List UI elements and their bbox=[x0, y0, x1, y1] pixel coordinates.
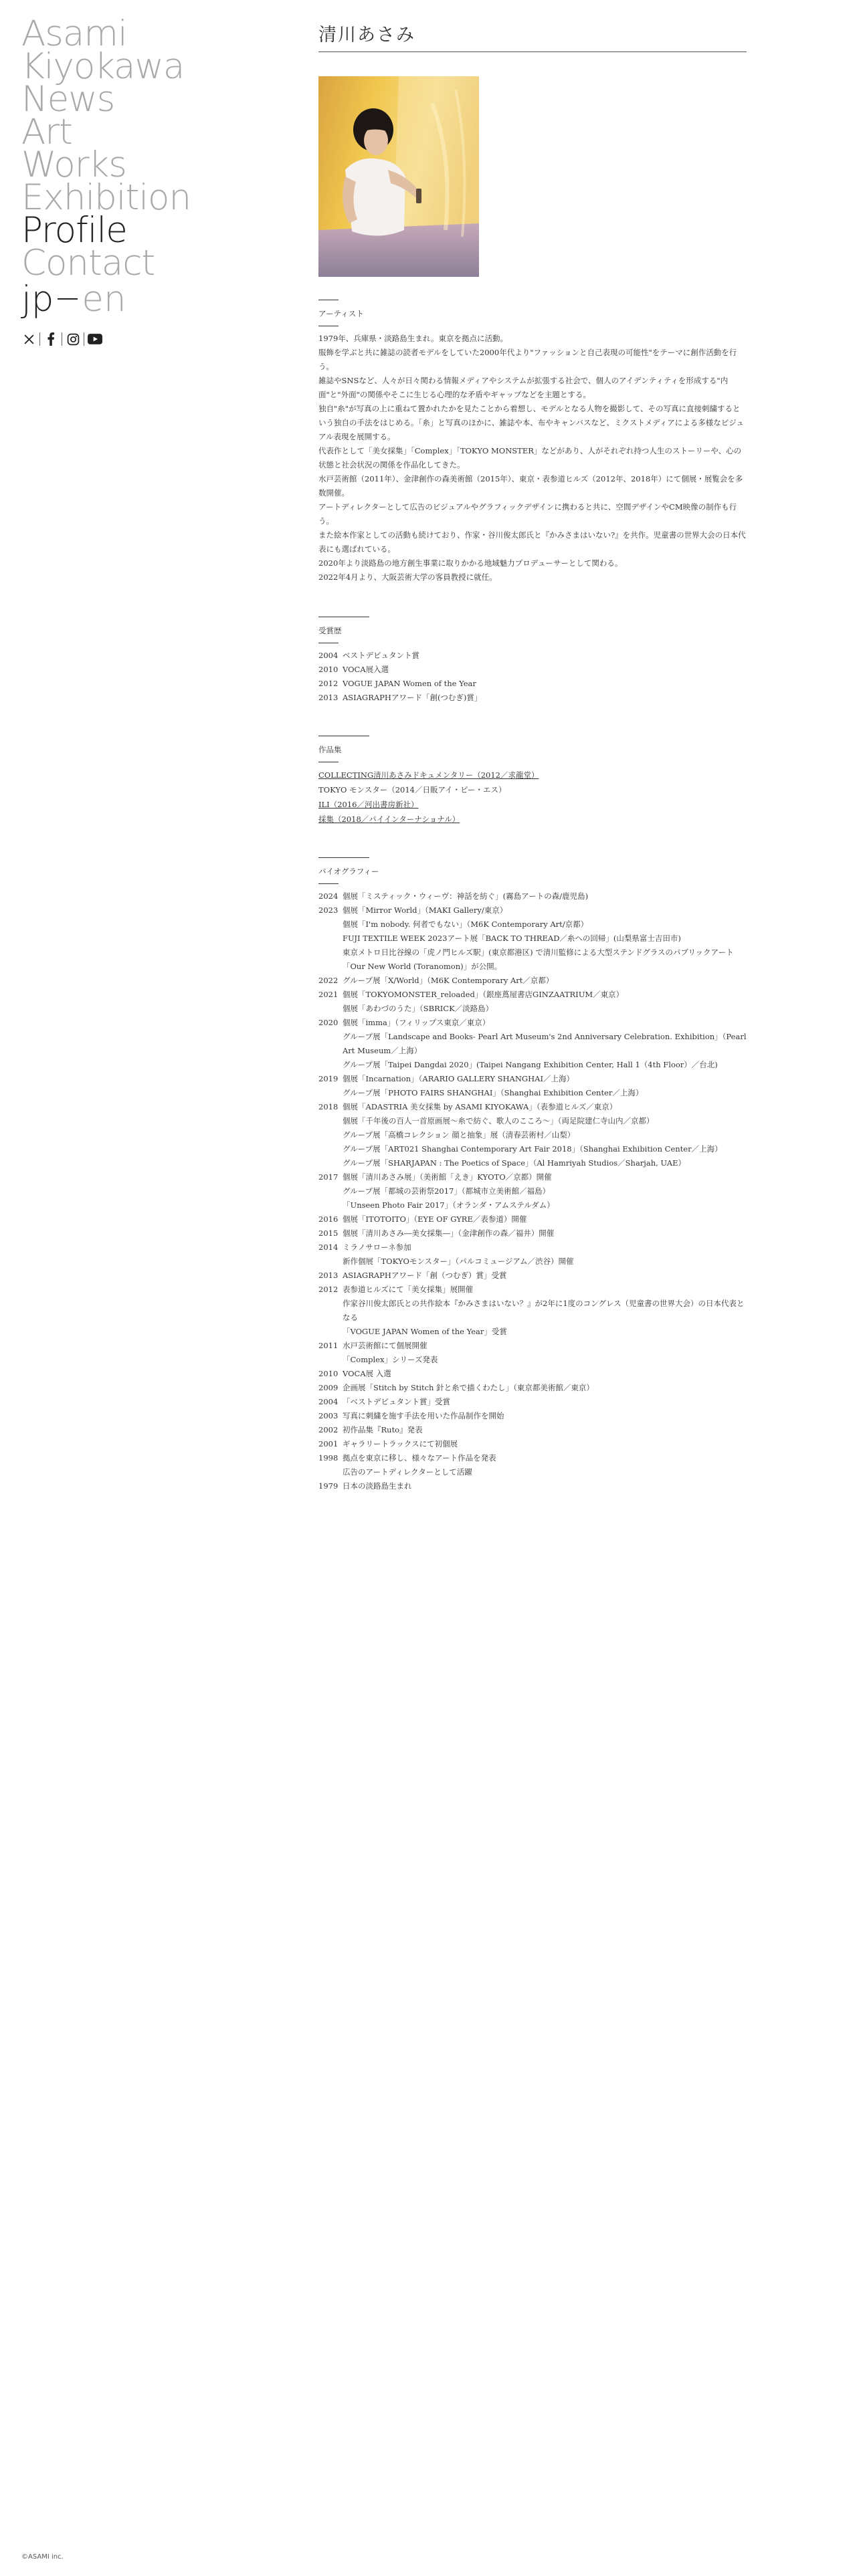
bio-row bbox=[318, 1100, 747, 1114]
bio-event: 個展「ミスティック・ウィーヴ：神話を紡ぐ」(霧島アートの森/鹿児島) bbox=[343, 891, 589, 901]
logo-line-last: Kiyokawa bbox=[21, 46, 185, 87]
bio-event: 個展「清川あさみ―美女採集―」（金津創作の森／福井）開催 bbox=[343, 1228, 555, 1238]
section-rule bbox=[318, 857, 369, 858]
bio-year bbox=[318, 1142, 343, 1156]
bio-row bbox=[318, 1465, 747, 1479]
bio-event: グループ展「Taipei Dangdai 2020」(Taipei Nangang Exhibition Center, Hall 1（4th Floor）／台北) bbox=[343, 1060, 718, 1069]
bio-event: 個展「TOKYOMONSTER_reloaded」（銀座蔦屋書店GINZAATRIUM／東京） bbox=[343, 990, 624, 999]
bio-row bbox=[318, 1086, 747, 1100]
bio-row bbox=[318, 1451, 747, 1465]
bio-event: グループ展「X/World」（M6K Contemporary Art／京都） bbox=[343, 976, 554, 985]
publication-link[interactable]: 採集（2018／パイインターナショナル） bbox=[318, 815, 460, 824]
bio-row bbox=[318, 1184, 747, 1198]
bio-paragraph: 1979年、兵庫県・淡路島生まれ。東京を拠点に活動。 bbox=[318, 334, 508, 343]
facebook-icon[interactable] bbox=[43, 332, 58, 346]
bio-year: 2017 bbox=[318, 1172, 339, 1182]
section-rule bbox=[318, 883, 339, 884]
awards-list bbox=[318, 649, 747, 705]
bio-year bbox=[318, 1128, 343, 1142]
bio-event: 個展「ITOTOITO」（EYE OF GYRE／表参道）開催 bbox=[343, 1214, 527, 1224]
nav-works[interactable]: Works bbox=[21, 144, 126, 185]
bio-year: 2013 bbox=[318, 1271, 339, 1280]
nav-exhibition[interactable]: Exhibition bbox=[21, 177, 191, 218]
bio-row bbox=[318, 1367, 747, 1381]
bio-row bbox=[318, 1030, 747, 1058]
bio-row bbox=[318, 1297, 747, 1325]
bio-year bbox=[318, 918, 343, 932]
bio-row bbox=[318, 1128, 747, 1142]
bio-year bbox=[318, 1058, 343, 1072]
bio-year: 2011 bbox=[318, 1341, 339, 1350]
bio-row bbox=[318, 1255, 747, 1269]
bio-year: 2003 bbox=[318, 1411, 339, 1420]
award-year: 2004 bbox=[318, 651, 339, 660]
bio-year: 1979 bbox=[318, 1481, 339, 1491]
bio-event: グループ展「PHOTO FAIRS SHANGHAI」（Shanghai Exhibition Center／上海） bbox=[343, 1088, 644, 1097]
bio-event: 個展「ADASTRIA 美女採集 by ASAMI KIYOKAWA」（表参道ヒルズ／東京） bbox=[343, 1102, 617, 1111]
bio-year bbox=[318, 1297, 343, 1325]
bio-event: 拠点を東京に移し、様々なアート作品を発表 bbox=[343, 1453, 496, 1463]
award-row bbox=[318, 649, 747, 663]
bio-year bbox=[318, 1198, 343, 1212]
lang-en[interactable]: en bbox=[82, 279, 126, 320]
bio-event: 初作品集『Ruto』発表 bbox=[343, 1425, 423, 1434]
award-year: 2013 bbox=[318, 693, 339, 702]
artist-section bbox=[318, 300, 747, 584]
award-row bbox=[318, 677, 747, 691]
bio-row bbox=[318, 903, 747, 918]
bio-paragraph: 2020年より淡路島の地方創生事業に取りかかる地域魅力プロデューサーとして関わる。 bbox=[318, 558, 623, 568]
award-title: VOGUE JAPAN Women of the Year bbox=[343, 679, 476, 688]
bio-paragraph: 独自"糸"が写真の上に重ねて置かれたかを見たことから着想し、モデルとなる人物を撮影して、その写真に直接刺繍するという独自の手法をはじめる。「糸」と写真のほかに、雑誌や本、布やキャンバスなど、ミクストメディアによる多様なビジュアル表現を展開する。 bbox=[318, 404, 745, 441]
publications-section bbox=[318, 736, 747, 827]
bio-row bbox=[318, 1170, 747, 1184]
award-row bbox=[318, 691, 747, 705]
sidebar bbox=[21, 13, 249, 346]
bio-paragraph: また絵本作家としての活動も続けており、作家・谷川俊太郎氏と『かみさまはいない?』を共作。児童書の世界大会の日本代表にも選ばれている。 bbox=[318, 530, 746, 554]
section-heading-biography: バイオグラフィー bbox=[318, 867, 379, 876]
bio-year: 2020 bbox=[318, 1018, 339, 1027]
site-logo[interactable] bbox=[21, 13, 249, 87]
bio-year: 1998 bbox=[318, 1453, 339, 1463]
bio-year: 2016 bbox=[318, 1214, 339, 1224]
bio-year: 2014 bbox=[318, 1243, 339, 1252]
profile-content bbox=[318, 0, 747, 1493]
bio-row bbox=[318, 1353, 747, 1367]
bio-year bbox=[318, 1184, 343, 1198]
bio-row bbox=[318, 1058, 747, 1072]
bio-event: VOCA展 入選 bbox=[343, 1369, 391, 1378]
bio-year bbox=[318, 932, 343, 946]
bio-row bbox=[318, 1002, 747, 1016]
language-switcher bbox=[21, 279, 249, 320]
bio-year bbox=[318, 1156, 343, 1170]
bio-event: 新作個展「TOKYOモンスター」（パルコミュージアム／渋谷）開催 bbox=[343, 1257, 574, 1266]
social-separator bbox=[39, 332, 40, 346]
bio-event: 日本の淡路島生まれ bbox=[343, 1481, 412, 1491]
bio-year bbox=[318, 1086, 343, 1100]
bio-year bbox=[318, 946, 343, 974]
bio-year bbox=[318, 1002, 343, 1016]
bio-event: グループ展「ART021 Shanghai Contemporary Art Fair 2018」（Shanghai Exhibition Center／上海） bbox=[343, 1144, 723, 1154]
instagram-icon[interactable] bbox=[66, 332, 80, 346]
bio-paragraph: 代表作として「美女採集」「Complex」「TOKYO MONSTER」などがあり、人がそれぞれ持つ人生のストーリーや、心の状態と社会状況の関係を作品化してきた。 bbox=[318, 446, 742, 469]
bio-event: 表参道ヒルズにて「美女採集」展開催 bbox=[343, 1285, 474, 1294]
bio-row bbox=[318, 1269, 747, 1283]
bio-paragraph: 服飾を学ぶと共に雑誌の読者モデルをしていた2000年代より"ファッションと自己表現の可能性"をテーマに創作活動を行う。 bbox=[318, 348, 737, 371]
bio-row bbox=[318, 1437, 747, 1451]
award-title: ASIAGRAPHアワード「創(つむぎ)賞」 bbox=[343, 693, 482, 702]
bio-row bbox=[318, 1072, 747, 1086]
bio-row bbox=[318, 1156, 747, 1170]
bio-row bbox=[318, 1212, 747, 1226]
lang-jp[interactable]: jp bbox=[21, 279, 54, 320]
nav-art[interactable]: Art bbox=[21, 112, 72, 152]
bio-event: 写真に刺繍を施す手法を用いた作品制作を開始 bbox=[343, 1411, 504, 1420]
award-year: 2012 bbox=[318, 679, 339, 688]
biography-list bbox=[318, 889, 747, 1493]
bio-paragraph: 2022年4月より、大阪芸術大学の客員教授に就任。 bbox=[318, 572, 497, 582]
nav-news[interactable]: News bbox=[21, 79, 115, 120]
awards-section bbox=[318, 617, 747, 705]
bio-event: 「ベストデビュタント賞」受賞 bbox=[343, 1397, 450, 1406]
award-title: VOCA展入選 bbox=[343, 665, 389, 674]
bio-row bbox=[318, 946, 747, 974]
bio-row bbox=[318, 1283, 747, 1297]
bio-row bbox=[318, 1016, 747, 1030]
social-links bbox=[21, 332, 249, 346]
bio-row bbox=[318, 1409, 747, 1423]
bio-event: 水戸芸術館にて個展開催 bbox=[343, 1341, 427, 1350]
artist-bio-text bbox=[318, 332, 747, 584]
bio-year: 2018 bbox=[318, 1102, 339, 1111]
bio-event: 個展「Mirror World」（MAKI Gallery/東京） bbox=[343, 905, 508, 915]
nav-contact[interactable]: Contact bbox=[21, 243, 155, 284]
bio-event: 個展「あわづのうた」（SBRICK／淡路島） bbox=[343, 1004, 494, 1013]
bio-row bbox=[318, 1423, 747, 1437]
bio-year: 2022 bbox=[318, 976, 339, 985]
copyright: ©ASAMI inc. bbox=[21, 2553, 64, 2561]
bio-row bbox=[318, 974, 747, 988]
bio-event: 企画展「Stitch by Stitch 針と糸で描くわたし」（東京都美術館／東京） bbox=[343, 1383, 594, 1392]
bio-event: 「Unseen Photo Fair 2017」（オランダ・アムステルダム） bbox=[343, 1200, 555, 1210]
bio-year: 2021 bbox=[318, 990, 339, 999]
bio-year: 2015 bbox=[318, 1228, 339, 1238]
section-heading-artist: アーティスト bbox=[318, 309, 364, 318]
bio-year: 2010 bbox=[318, 1369, 339, 1378]
bio-event: ギャラリートラックスにて初個展 bbox=[343, 1439, 458, 1448]
bio-year: 2024 bbox=[318, 891, 339, 901]
bio-year: 2002 bbox=[318, 1425, 339, 1434]
bio-row bbox=[318, 1198, 747, 1212]
biography-section bbox=[318, 857, 747, 1493]
section-heading-publications: 作品集 bbox=[318, 745, 342, 754]
section-heading-awards: 受賞歴 bbox=[318, 626, 342, 635]
bio-event: 個展「imma」（フィリップス東京／東京） bbox=[343, 1018, 490, 1027]
bio-event: 「Complex」シリーズ発表 bbox=[343, 1355, 438, 1364]
bio-row bbox=[318, 1479, 747, 1493]
award-title: ベストデビュタント賞 bbox=[343, 651, 419, 660]
bio-row bbox=[318, 918, 747, 932]
bio-year bbox=[318, 1030, 343, 1058]
bio-event: グループ展「都城の芸術祭2017」（都城市立美術館／福島） bbox=[343, 1186, 551, 1196]
lang-divider bbox=[58, 298, 78, 300]
page-title: 清川あさみ bbox=[318, 20, 747, 52]
bio-event: 「VOGUE JAPAN Women of the Year」受賞 bbox=[343, 1327, 507, 1336]
bio-row bbox=[318, 889, 747, 903]
bio-event: ミラノサローネ参加 bbox=[343, 1243, 411, 1252]
bio-row bbox=[318, 988, 747, 1002]
artist-portrait-image bbox=[318, 76, 479, 277]
bio-year: 2009 bbox=[318, 1383, 339, 1392]
bio-year: 2019 bbox=[318, 1074, 339, 1083]
bio-event: 広告のアートディレクターとして活躍 bbox=[343, 1467, 472, 1477]
bio-year: 2004 bbox=[318, 1397, 339, 1406]
bio-row bbox=[318, 1325, 747, 1339]
bio-paragraph: 水戸芸術館（2011年）、金津創作の森美術館（2015年）、東京・表参道ヒルズ（2012年、2018年）にて個展・展覧会を多数開催。 bbox=[318, 474, 743, 498]
bio-row bbox=[318, 1114, 747, 1128]
publication-item: TOKYO モンスター（2014／日販アイ・ピー・エス） bbox=[318, 785, 506, 794]
bio-year bbox=[318, 1114, 343, 1128]
bio-event: FUJI TEXTILE WEEK 2023アート展「BACK TO THREAD／糸への回帰」(山梨県富士吉田市) bbox=[343, 934, 681, 943]
bio-row bbox=[318, 1381, 747, 1395]
bio-event: 作家谷川俊太郎氏との共作絵本『かみさまはいない？』が2年に1度のコングレス（児童書の世界大会）の日本代表となる bbox=[343, 1299, 745, 1322]
youtube-icon[interactable] bbox=[88, 332, 102, 346]
bio-event: 個展「I'm nobody. 何者でもない」（M6K Contemporary Art/京都） bbox=[343, 920, 589, 929]
publication-link[interactable]: ILI（2016／河出書房新社） bbox=[318, 800, 419, 809]
bio-event: 個展「Incarnation」（ARARIO GALLERY SHANGHAI／上海） bbox=[343, 1074, 574, 1083]
bio-event: 個展「千年後の百人一首原画展〜糸で紡ぐ、歌人のこころ〜」（両足院建仁寺山内／京都） bbox=[343, 1116, 654, 1125]
x-icon[interactable] bbox=[21, 332, 36, 346]
bio-event: グループ展「高橋コレクション 顔と抽象」展（清春芸術村／山梨） bbox=[343, 1130, 575, 1140]
bio-year: 2001 bbox=[318, 1439, 339, 1448]
bio-event: 東京メトロ日比谷線の「虎ノ門ヒルズ駅」(東京都港区) で清川監修による大型ステンドグラスのパブリックアート「Our New World (Toranomon)」が公開。 bbox=[343, 948, 734, 971]
bio-year bbox=[318, 1465, 343, 1479]
bio-paragraph: アートディレクターとして広告のビジュアルやグラフィックデザインに携わると共に、空間デザインやCM映像の制作も行う。 bbox=[318, 502, 737, 526]
bio-year bbox=[318, 1325, 343, 1339]
award-year: 2010 bbox=[318, 665, 339, 674]
bio-year bbox=[318, 1255, 343, 1269]
bio-year: 2012 bbox=[318, 1285, 339, 1294]
award-row bbox=[318, 663, 747, 677]
bio-event: ASIAGRAPHアワード「創（つむぎ）賞」受賞 bbox=[343, 1271, 507, 1280]
bio-event: 個展「清川あさみ展」（美術館「えき」KYOTO／京都）開催 bbox=[343, 1172, 552, 1182]
bio-event: グループ展「Landscape and Books- Pearl Art Museum's 2nd Anniversary Celebration. Exhibition」（Pearl Art Museum／上海） bbox=[343, 1032, 747, 1055]
bio-row bbox=[318, 1339, 747, 1353]
bio-row bbox=[318, 1241, 747, 1255]
main-nav bbox=[21, 79, 249, 284]
bio-row bbox=[318, 1395, 747, 1409]
publications-list bbox=[318, 768, 747, 827]
bio-row bbox=[318, 1142, 747, 1156]
publication-link[interactable]: COLLECTING清川あさみドキュメンタリー（2012／求龍堂） bbox=[318, 770, 539, 780]
bio-year bbox=[318, 1353, 343, 1367]
bio-event: グループ展「SHARJAPAN : The Poetics of Space」（Al Hamriyah Studios／Sharjah, UAE） bbox=[343, 1158, 686, 1168]
bio-year: 2023 bbox=[318, 905, 339, 915]
nav-profile[interactable]: Profile bbox=[21, 210, 127, 251]
bio-row bbox=[318, 1226, 747, 1241]
bio-paragraph: 雑誌やSNSなど、人々が日々関わる情報メディアやシステムが拡張する社会で、個人のアイデンティティを形成する"内面"と"外面"の関係やそこに生じる心理的な矛盾やギャップなどを主題とする。 bbox=[318, 376, 729, 399]
logo-line-first: Asami bbox=[21, 13, 127, 54]
bio-row bbox=[318, 932, 747, 946]
